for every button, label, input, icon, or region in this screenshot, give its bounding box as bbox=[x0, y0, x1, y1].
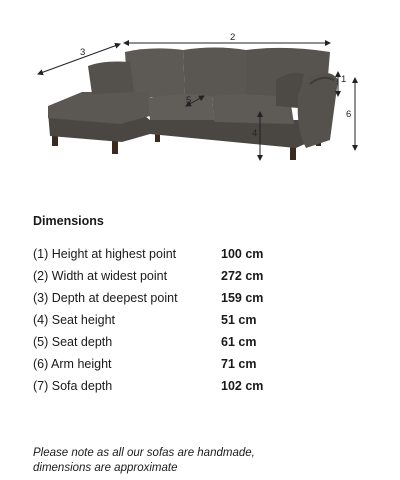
dimension-label: (2) Width at widest point bbox=[33, 269, 168, 283]
sofa-illustration bbox=[48, 48, 338, 161]
list-item bbox=[33, 353, 373, 375]
dimensions-list bbox=[33, 243, 373, 397]
dimension-value: 159 cm bbox=[221, 291, 264, 305]
dimension-label: (4) Seat height bbox=[33, 313, 115, 327]
dimensions-heading: Dimensions bbox=[33, 214, 104, 228]
marker-6: 6 bbox=[346, 109, 352, 120]
list-item bbox=[33, 265, 373, 287]
list-item bbox=[33, 287, 373, 309]
dimension-value: 71 cm bbox=[221, 357, 257, 371]
dimension-value: 272 cm bbox=[221, 269, 264, 283]
dimension-value: 61 cm bbox=[221, 335, 257, 349]
scatter-cushion bbox=[88, 62, 134, 95]
dimension-label: (3) Depth at deepest point bbox=[33, 291, 178, 305]
dimension-label: (5) Seat depth bbox=[33, 335, 113, 349]
seat-cushion bbox=[148, 94, 214, 120]
note-line-2: dimensions are approximate bbox=[33, 461, 178, 474]
dimension-value: 100 cm bbox=[221, 247, 264, 261]
marker-4: 4 bbox=[252, 128, 258, 139]
list-item bbox=[33, 243, 373, 265]
sofa-arm bbox=[298, 73, 338, 148]
back-cushion bbox=[183, 48, 246, 99]
marker-1: 1 bbox=[341, 74, 347, 85]
dimension-label: (6) Arm height bbox=[33, 357, 112, 371]
dimension-value: 51 cm bbox=[221, 313, 257, 327]
marker-2: 2 bbox=[230, 32, 236, 43]
list-item bbox=[33, 309, 373, 331]
dimension-label: (7) Sofa depth bbox=[33, 379, 113, 393]
chaise-seat bbox=[48, 92, 150, 124]
list-item bbox=[33, 331, 373, 353]
back-cushion bbox=[125, 48, 185, 98]
marker-5: 5 bbox=[186, 95, 192, 106]
marker-3: 3 bbox=[80, 47, 86, 58]
handmade-note bbox=[33, 446, 255, 476]
list-item bbox=[33, 375, 373, 397]
sofa-dimension-diagram bbox=[0, 0, 400, 200]
note-line-1: Please note as all our sofas are handmade, bbox=[33, 446, 255, 459]
dimension-label: (1) Height at highest point bbox=[33, 247, 177, 261]
dimension-value: 102 cm bbox=[221, 379, 264, 393]
